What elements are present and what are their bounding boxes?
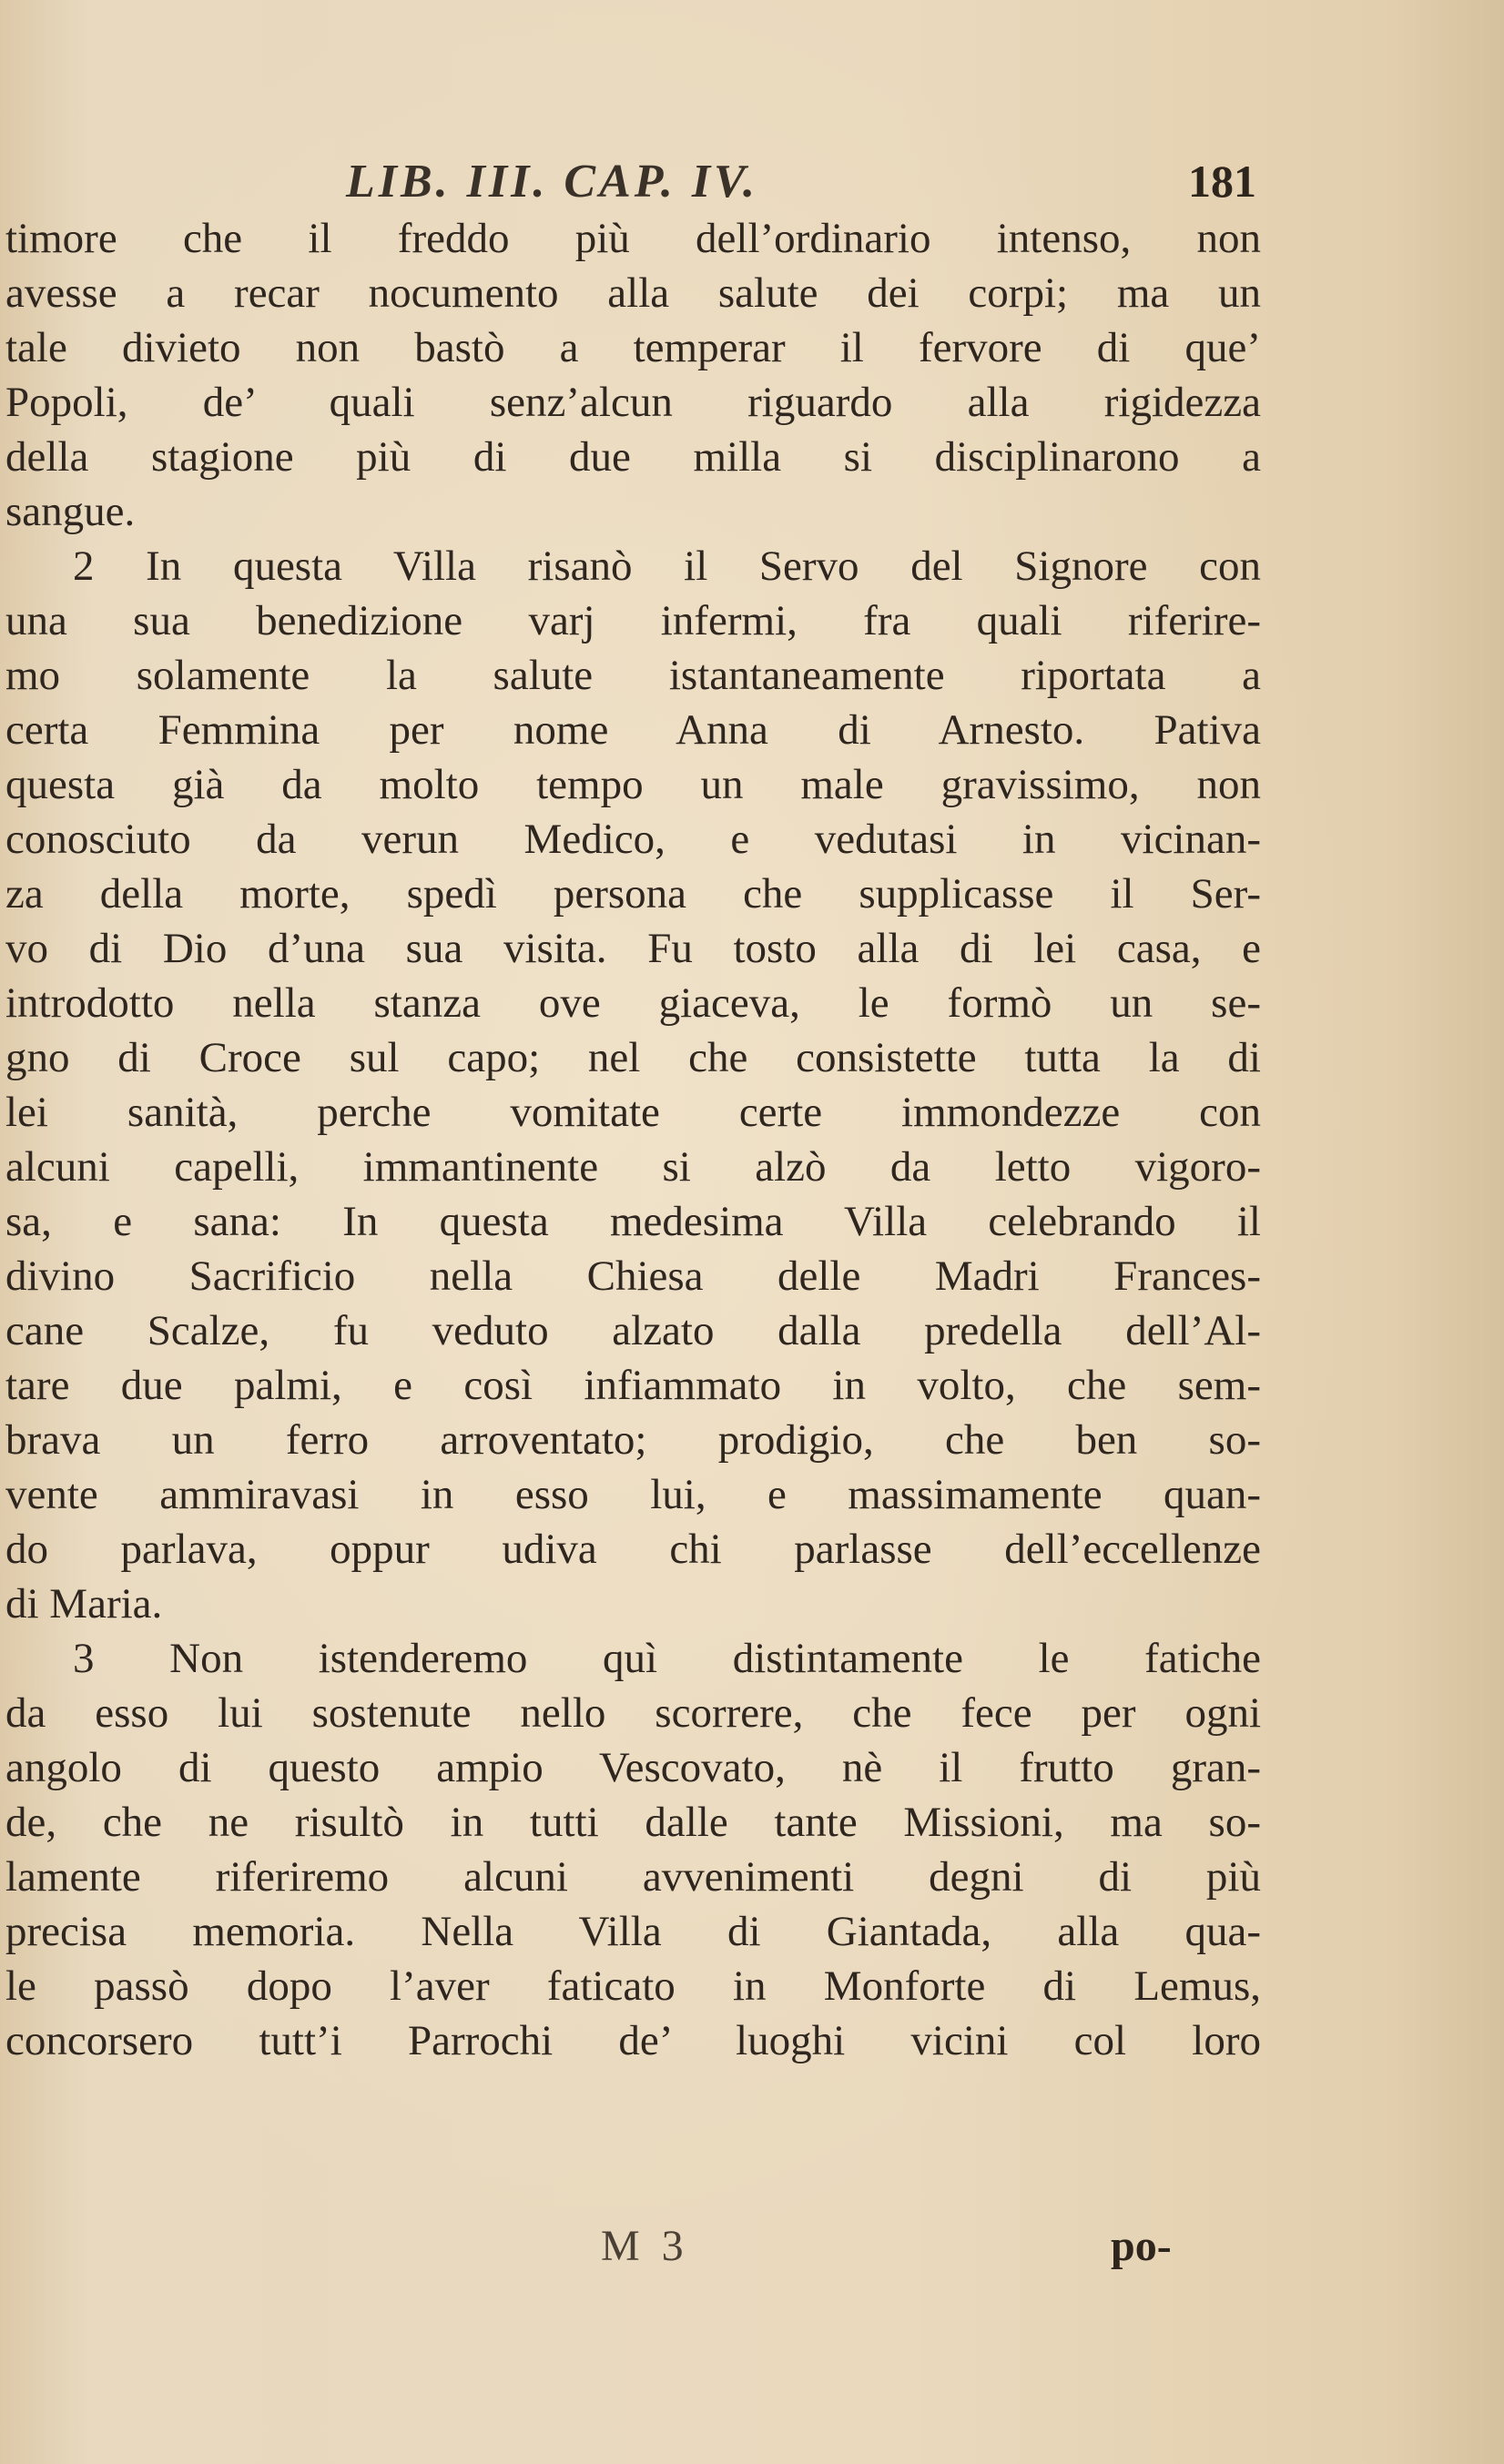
text-line: certa Femmina per nome Anna di Arnesto. Pativa — [5, 706, 1261, 754]
page-header — [273, 155, 1256, 218]
text-line: timore che il freddo più dell’ordinario intenso, non — [5, 215, 1261, 262]
text-line: mo solamente la salute istantaneamente riportata a — [5, 652, 1261, 699]
text-line: cane Scalze, fu veduto alzato dalla predella dell’Al- — [5, 1307, 1261, 1354]
text-line: vente ammiravasi in esso lui, e massimamente quan- — [5, 1471, 1261, 1518]
text-line: angolo di questo ampio Vescovato, nè il frutto gran- — [5, 1744, 1261, 1791]
text-line: 3 Non istenderemo quì distintamente le fatiche — [73, 1635, 1261, 1682]
text-line: lei sanità, perche vomitate certe immondezze con — [5, 1089, 1261, 1136]
body-text — [0, 211, 1261, 2068]
text-line: da esso lui sostenute nello scorrere, che fece per ogni — [5, 1689, 1261, 1737]
text-line: do parlava, oppur udiva chi parlasse dell’eccellenze — [5, 1526, 1261, 1573]
text-line: sangue. — [5, 488, 136, 535]
text-line: una sua benedizione varj infermi, fra quali riferire- — [5, 597, 1261, 644]
text-line: tare due palmi, e così infiammato in volto, che sem- — [5, 1362, 1261, 1409]
text-line: tale divieto non bastò a temperar il fervore di que’ — [5, 324, 1261, 371]
text-line: questa già da molto tempo un male gravissimo, non — [5, 761, 1261, 808]
text-line: vo di Dio d’una sua visita. Fu tosto alla di lei casa, e — [5, 925, 1261, 972]
text-line: introdotto nella stanza ove giaceva, le formò un se- — [5, 979, 1261, 1027]
text-line: 2 In questa Villa risanò il Servo del Signore con — [73, 542, 1261, 590]
text-line: lamente riferiremo alcuni avvenimenti degni di più — [5, 1853, 1261, 1901]
text-line: avesse a recar nocumento alla salute dei corpi; ma un — [5, 269, 1261, 317]
page-footer — [0, 2221, 1504, 2285]
text-line: conosciuto da verun Medico, e vedutasi in vicinan- — [5, 816, 1261, 863]
text-line: gno di Croce sul capo; nel che consistette tutta la di — [5, 1034, 1261, 1081]
text-line: divino Sacrificio nella Chiesa delle Madri Frances- — [5, 1252, 1261, 1300]
text-line: de, che ne risultò in tutti dalle tante Missioni, ma so- — [5, 1799, 1261, 1846]
text-line: precisa memoria. Nella Villa di Giantada, alla qua- — [5, 1908, 1261, 1955]
page-number: 181 — [1188, 156, 1256, 207]
catchword: po- — [1111, 2222, 1172, 2270]
text-line: concorsero tutt’i Parrochi de’ luoghi vicini col loro — [5, 2017, 1261, 2064]
text-line: brava un ferro arroventato; prodigio, che ben so- — [5, 1416, 1261, 1464]
signature-mark: M 3 — [601, 2222, 689, 2270]
text-line: di Maria. — [5, 1580, 163, 1627]
text-line: Popoli, de’ quali senz’alcun riguardo alla rigidezza — [5, 379, 1261, 426]
text-line: alcuni capelli, immantinente si alzò da letto vigoro- — [5, 1143, 1261, 1191]
text-line: le passò dopo l’aver faticato in Monforte di Lemus, — [5, 1962, 1261, 2010]
text-line: della stagione più di due milla si disciplinarono a — [5, 433, 1261, 481]
running-head: LIB. III. CAP. IV. — [346, 156, 759, 208]
text-line: za della morte, spedì persona che supplicasse il Ser- — [5, 870, 1261, 918]
text-line: sa, e sana: In questa medesima Villa celebrando il — [5, 1198, 1261, 1245]
